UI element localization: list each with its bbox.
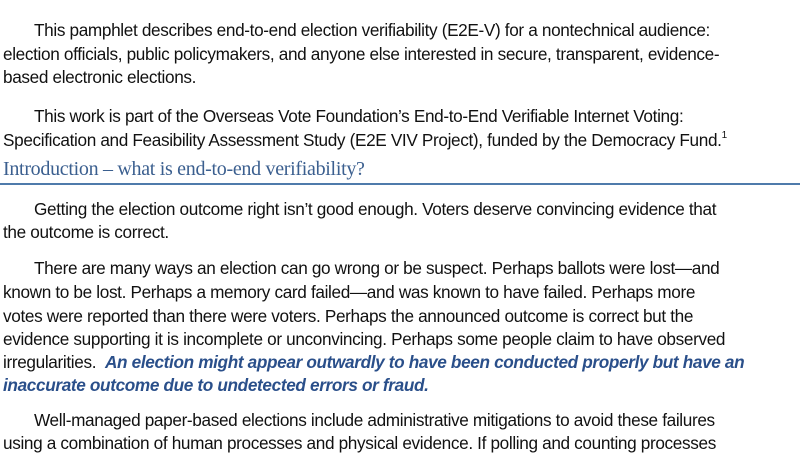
paragraph-line	[3, 351, 744, 373]
paragraph-line: This work is part of the Overseas Vote Foundation’s End-to-End Verifiable Internet Voting:	[34, 106, 684, 126]
paragraph-line: There are many ways an election can go wrong or be suspect. Perhaps ballots were lost—and	[34, 258, 720, 278]
footnote-marker[interactable]: 1	[721, 130, 727, 141]
emphasis-text: inaccurate outcome due to undetected errors or fraud.	[3, 375, 429, 395]
paragraph-line: evidence supporting it is incomplete or unconvincing. Perhaps some people claim to have observed	[3, 329, 726, 349]
paragraph-line	[3, 129, 727, 151]
paragraph-line: This pamphlet describes end-to-end election verifiability (E2E-V) for a nontechnical audience:	[34, 20, 710, 40]
section-heading: Introduction – what is end-to-end verifiability?	[3, 158, 365, 180]
paragraph-line: Well-managed paper-based elections include administrative mitigations to avoid these failures	[34, 410, 715, 430]
paragraph-line: using a combination of human processes and physical evidence. If polling and counting processes	[3, 433, 716, 453]
paragraph-line: Getting the election outcome right isn’t good enough. Voters deserve convincing evidence that	[34, 199, 717, 219]
paragraph-line: based electronic elections.	[3, 67, 197, 87]
paragraph-line: known to be lost. Perhaps a memory card failed—and was known to have failed. Perhaps more	[3, 282, 696, 302]
emphasis-text: An election might appear outwardly to have been conducted properly but have an	[104, 352, 745, 372]
heading-rule	[0, 183, 800, 185]
paragraph-line: votes were reported than there were voters. Perhaps the announced outcome is correct but the	[3, 306, 694, 326]
paragraph-line: the outcome is correct.	[3, 222, 169, 242]
paragraph-line: election officials, public policymakers, and anyone else interested in secure, transparent, evidence-	[3, 44, 720, 64]
line-text: Specification and Feasibility Assessment Study (E2E VIV Project), funded by the Democracy Fund.	[3, 130, 722, 150]
line-text: irregularities.	[3, 352, 105, 372]
